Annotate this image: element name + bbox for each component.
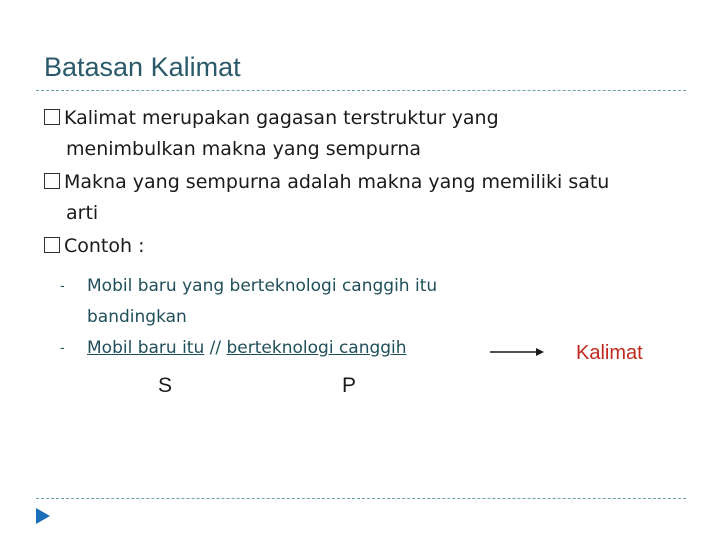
bullet-text-line1: Makna yang sempurna adalah makna yang memiliki satu <box>64 171 610 193</box>
dash-marker: - <box>60 279 65 294</box>
example-item-phrase <box>60 271 490 333</box>
bottom-divider <box>36 498 686 499</box>
example-text-line2: bandingkan <box>87 307 187 327</box>
bullet-example <box>44 231 145 262</box>
right-arrow-icon <box>490 345 544 359</box>
example-sentence <box>60 333 490 364</box>
checkbox-bullet-icon <box>44 173 60 189</box>
example-item-sentence <box>60 333 490 364</box>
subject-label: S <box>158 374 173 397</box>
checkbox-bullet-icon <box>44 237 60 253</box>
subject-phrase: Mobil baru itu <box>87 338 205 358</box>
example-text-line1: Mobil baru yang berteknologi canggih itu <box>87 276 438 296</box>
top-divider <box>36 90 686 91</box>
predicate-phrase: berteknologi canggih <box>226 338 407 358</box>
bullet-definition <box>44 103 499 165</box>
dash-marker: - <box>60 341 65 356</box>
phrase-separator: // <box>204 338 227 358</box>
bullet-text-line2: arti <box>66 202 99 224</box>
bullet-text-line2: menimbulkan makna yang sempurna <box>66 138 422 160</box>
play-icon[interactable] <box>36 508 50 524</box>
predicate-label: P <box>342 374 357 397</box>
bullet-text-line1: Contoh : <box>64 235 145 257</box>
bullet-meaning <box>44 167 609 229</box>
bullet-text-line1: Kalimat merupakan gagasan terstruktur yang <box>64 107 499 129</box>
kalimat-label: Kalimat <box>576 342 643 364</box>
slide-title: Batasan Kalimat <box>44 52 241 82</box>
checkbox-bullet-icon <box>44 109 60 125</box>
